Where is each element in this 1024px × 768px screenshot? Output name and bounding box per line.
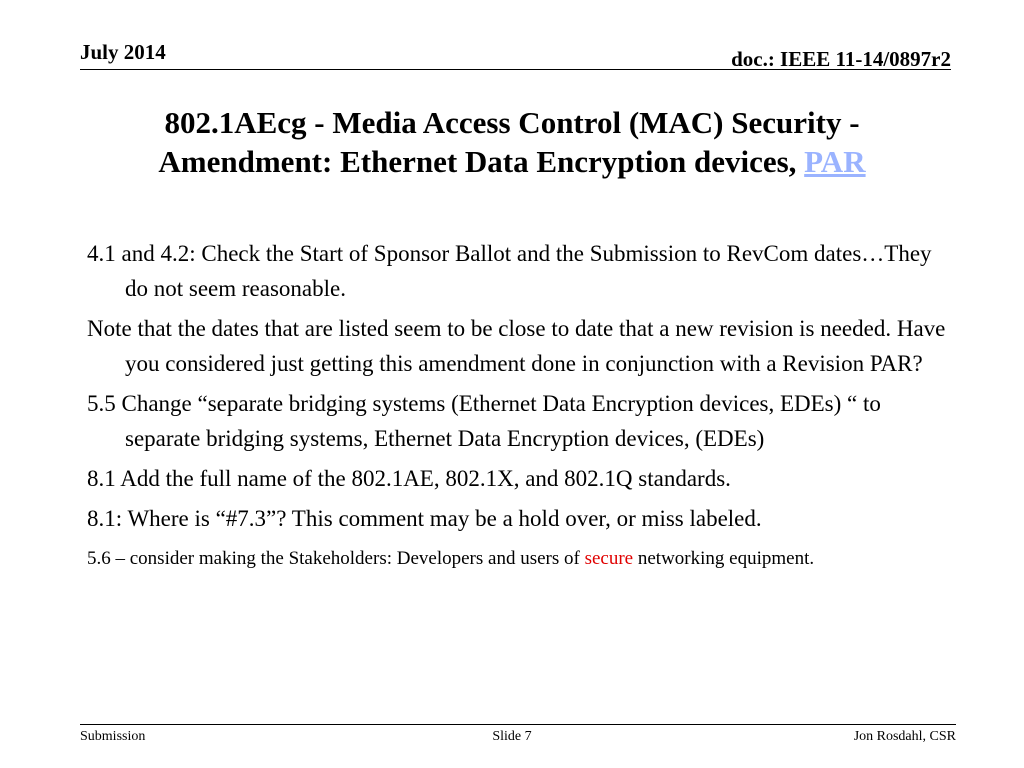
- header-date: July 2014: [80, 40, 166, 64]
- comment-item-4: 8.1 Add the full name of the 802.1AE, 802.1X, and 802.1Q standards.: [87, 466, 731, 491]
- comment-item-1: 4.1 and 4.2: Check the Start of Sponsor Ballot and the Submission to RevCom dates…They do not seem reasonable.: [87, 241, 932, 301]
- slide-title: [80, 103, 944, 181]
- par-link[interactable]: PAR: [804, 144, 866, 179]
- header-divider: [80, 69, 951, 70]
- comment-item-6: [87, 544, 947, 574]
- footer-slide-number: Slide 7: [492, 729, 532, 744]
- comment-item-5: 8.1: Where is “#7.3”? This comment may be a hold over, or miss labeled.: [87, 506, 762, 531]
- slide-body: [87, 236, 947, 579]
- comment-item-6-before: 5.6 – consider making the Stakeholders: Developers and users of: [87, 548, 585, 569]
- comment-item-3: 5.5 Change “separate bridging systems (Ethernet Data Encryption devices, EDEs) “ to separate bridging systems, Ethernet Data Encryption devices, (EDEs): [87, 391, 881, 451]
- highlight-secure: secure: [584, 548, 634, 569]
- header-doc-id: doc.: IEEE 11-14/0897r2: [731, 47, 951, 71]
- comment-item-2: Note that the dates that are listed seem to be close to date that a new revision is needed. Have you considered just getting this amendment done in conjunction with a Revision PAR?: [87, 316, 946, 376]
- footer-submission: Submission: [80, 729, 146, 744]
- footer-author: Jon Rosdahl, CSR: [853, 729, 956, 744]
- footer-divider: [80, 724, 956, 725]
- comment-item-6-after: networking equipment.: [633, 548, 815, 569]
- slide-title-text: 802.1AEcg - Media Access Control (MAC) Security - Amendment: Ethernet Data Encryption devices,: [158, 105, 860, 179]
